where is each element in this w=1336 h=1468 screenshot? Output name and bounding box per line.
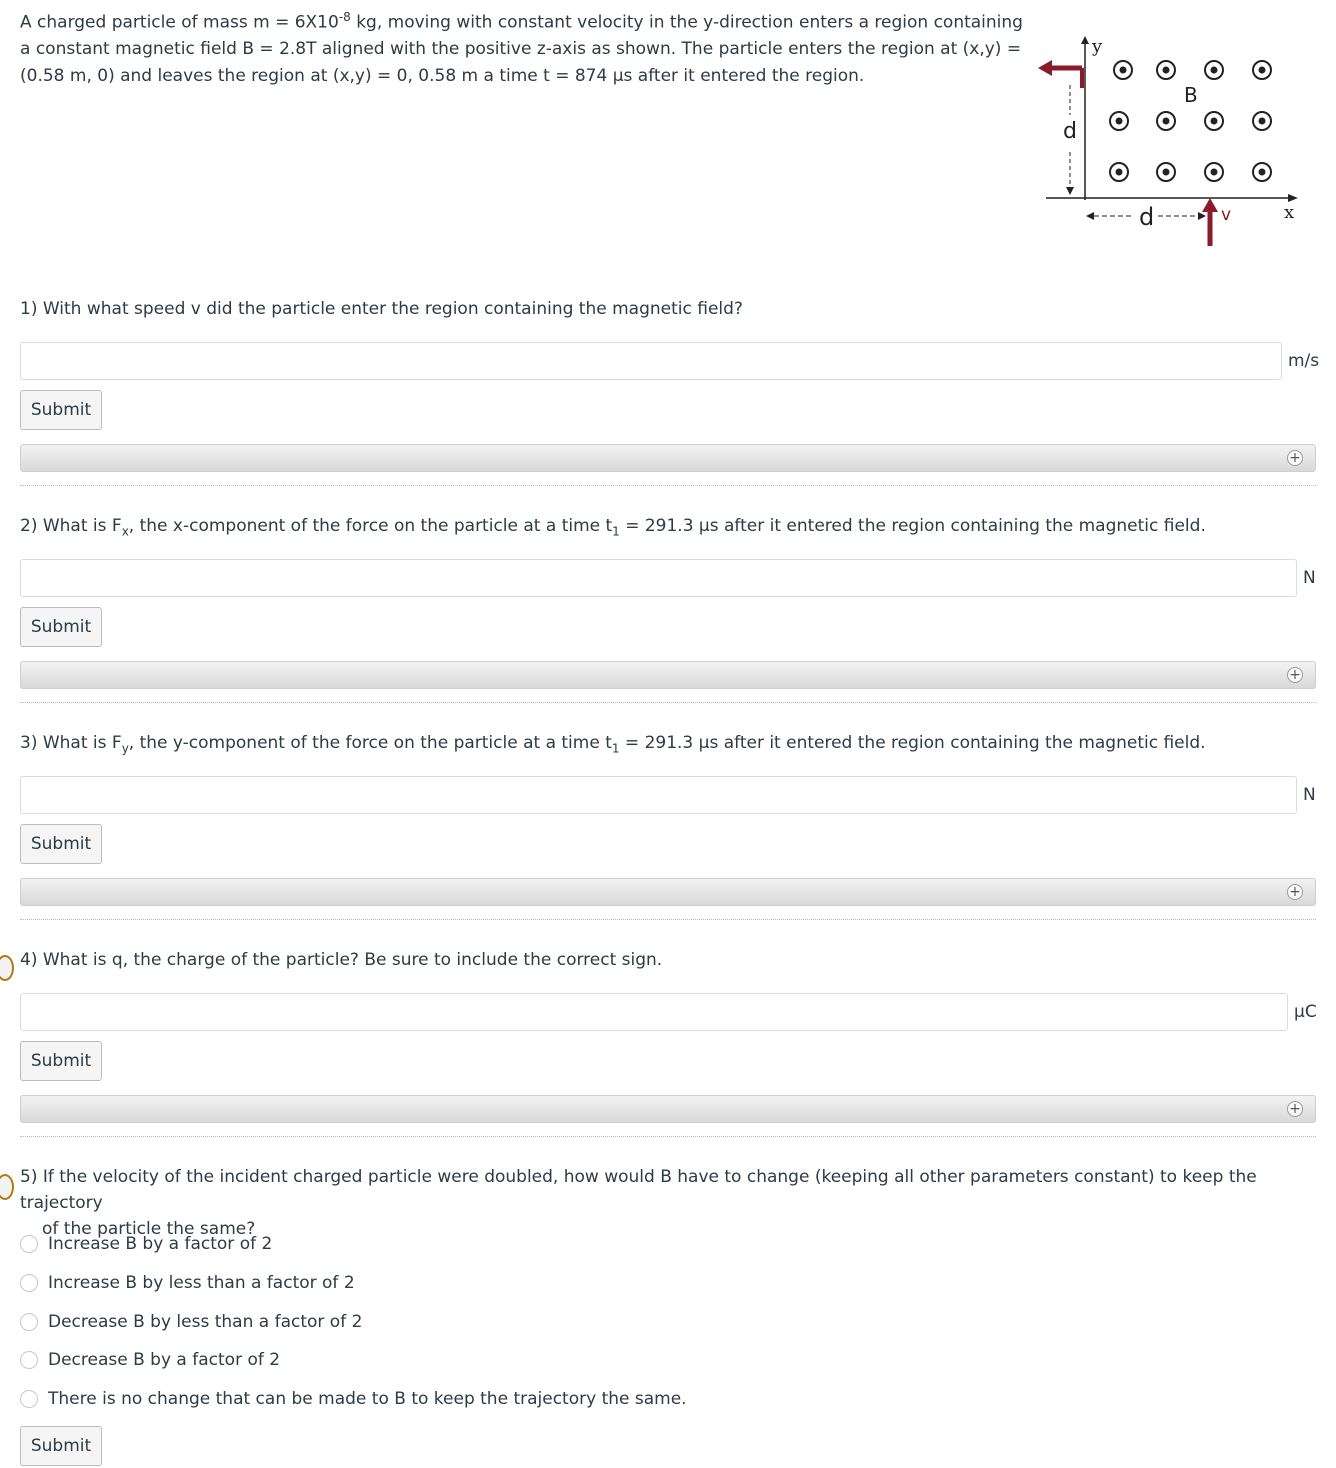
- attempt-clock-icon: [0, 955, 14, 981]
- question-5-line-2: of the particle the same?: [42, 1219, 256, 1239]
- question-2-suffix: = 291.3 μs after it entered the region containing the magnetic field.: [619, 516, 1206, 536]
- q5-option[interactable]: [20, 1273, 355, 1293]
- question-2-answer-input[interactable]: [20, 559, 1297, 597]
- question-divider: [20, 1136, 1316, 1137]
- question-2: [20, 513, 1316, 683]
- problem-text-b: kg, moving with constant velocity in the y-direction enters a region containing a constant magnetic field B = 2.8T aligned with the positive z-axis as shown. The particle enters the region at (x,y) = (0.58 m, 0) and leaves the region at (x,y) = 0, 0.58 m a time t = 874 μs after it entered the region.: [20, 12, 1023, 86]
- b-field-label: B: [1184, 83, 1198, 107]
- question-2-text: [20, 513, 1316, 544]
- radio-button[interactable]: [20, 1351, 38, 1369]
- question-3-suffix: = 291.3 μs after it entered the region containing the magnetic field.: [619, 733, 1206, 753]
- d-vertical-label: d: [1063, 119, 1077, 144]
- q5-option[interactable]: [20, 1312, 362, 1332]
- question-2-force-subscript: x: [121, 524, 129, 539]
- question-2-mid: , the x-component of the force on the particle at a time t: [128, 516, 613, 536]
- question-1-hint-bar[interactable]: [20, 444, 1316, 472]
- y-axis-label: y: [1092, 36, 1103, 57]
- problem-text-a: A charged particle of mass m = 6X10: [20, 12, 339, 33]
- expand-plus-icon[interactable]: +: [1287, 1101, 1303, 1117]
- question-2-hint-bar[interactable]: [20, 661, 1316, 689]
- q5-option[interactable]: [20, 1389, 687, 1409]
- question-1: [20, 296, 1320, 466]
- question-1-unit: m/s: [1288, 351, 1320, 371]
- question-4-unit: μC: [1294, 1002, 1317, 1022]
- expand-plus-icon[interactable]: +: [1287, 667, 1303, 683]
- expand-plus-icon[interactable]: +: [1287, 450, 1303, 466]
- question-divider: [20, 702, 1316, 703]
- question-1-submit-button[interactable]: Submit: [20, 390, 102, 430]
- q5-option-label: Decrease B by less than a factor of 2: [48, 1312, 363, 1332]
- question-3-hint-bar[interactable]: [20, 878, 1316, 906]
- question-2-answer-row: [20, 559, 1316, 597]
- problem-statement: [20, 4, 1030, 89]
- x-axis-label: x: [1284, 202, 1295, 223]
- question-3-text: [20, 730, 1316, 761]
- question-4-answer-row: [20, 993, 1317, 1031]
- q5-option-label: There is no change that can be made to B to keep the trajectory the same.: [48, 1389, 687, 1409]
- question-5-line-1: 5) If the velocity of the incident charged particle were doubled, how would B have to change (keeping all other parameters constant) to keep the trajectory: [20, 1167, 1257, 1213]
- question-4-text: 4) What is q, the charge of the particle? Be sure to include the correct sign.: [20, 950, 663, 970]
- d-horizontal-right-arrowhead: [1198, 212, 1206, 220]
- question-3: [20, 730, 1316, 900]
- q5-option[interactable]: [20, 1350, 280, 1370]
- q5-option-label: Decrease B by a factor of 2: [48, 1350, 281, 1370]
- question-3-answer-input[interactable]: [20, 776, 1297, 814]
- question-3-answer-row: [20, 776, 1316, 814]
- question-divider: [20, 485, 1316, 486]
- question-divider: [20, 919, 1316, 920]
- attempt-clock-icon: [0, 1174, 14, 1200]
- field-out-of-page-symbols: [1110, 61, 1271, 181]
- magnetic-field-figure: [1030, 30, 1330, 255]
- entry-velocity-arrowhead: [1202, 198, 1218, 212]
- question-2-time-subscript: 1: [612, 524, 620, 539]
- question-2-prefix: 2) What is F: [20, 516, 122, 536]
- question-1-answer-input[interactable]: [20, 342, 1282, 380]
- radio-button[interactable]: [20, 1390, 38, 1408]
- question-4-submit-button[interactable]: Submit: [20, 1041, 102, 1081]
- question-3-mid: , the y-component of the force on the particle at a time t: [128, 733, 612, 753]
- question-5: [20, 1164, 1316, 1456]
- question-3-prefix: 3) What is F: [20, 733, 122, 753]
- radio-button[interactable]: [20, 1274, 38, 1292]
- question-2-unit: N: [1303, 568, 1316, 588]
- question-3-force-subscript: y: [121, 741, 129, 756]
- radio-button[interactable]: [20, 1313, 38, 1331]
- figure-svg: [1030, 30, 1330, 255]
- q5-option[interactable]: [20, 1234, 272, 1254]
- x-axis-arrowhead: [1288, 194, 1298, 202]
- question-4: [20, 947, 1317, 1117]
- velocity-label: v: [1221, 205, 1232, 225]
- question-4-hint-bar[interactable]: [20, 1095, 1316, 1123]
- question-3-unit: N: [1303, 785, 1316, 805]
- question-2-submit-button[interactable]: Submit: [20, 607, 102, 647]
- question-3-time-subscript: 1: [611, 741, 620, 756]
- d-horizontal-left-arrowhead: [1086, 212, 1094, 220]
- d-horizontal-label: d: [1139, 203, 1155, 231]
- y-axis-arrowhead: [1081, 36, 1089, 44]
- d-vertical-arrowhead: [1066, 187, 1074, 195]
- exit-velocity-arrowhead: [1038, 60, 1052, 76]
- question-5-submit-button[interactable]: Submit: [20, 1426, 102, 1466]
- q5-option-label: Increase B by a factor of 2: [48, 1234, 273, 1254]
- problem-exponent: -8: [338, 10, 351, 24]
- expand-plus-icon[interactable]: +: [1287, 884, 1303, 900]
- question-5-text: [20, 1164, 1316, 1242]
- radio-button[interactable]: [20, 1235, 38, 1253]
- question-4-answer-input[interactable]: [20, 993, 1288, 1031]
- q5-option-label: Increase B by less than a factor of 2: [48, 1273, 355, 1293]
- question-1-answer-row: [20, 342, 1319, 380]
- question-3-submit-button[interactable]: Submit: [20, 824, 102, 864]
- question-1-text: 1) With what speed v did the particle enter the region containing the magnetic field?: [20, 299, 743, 319]
